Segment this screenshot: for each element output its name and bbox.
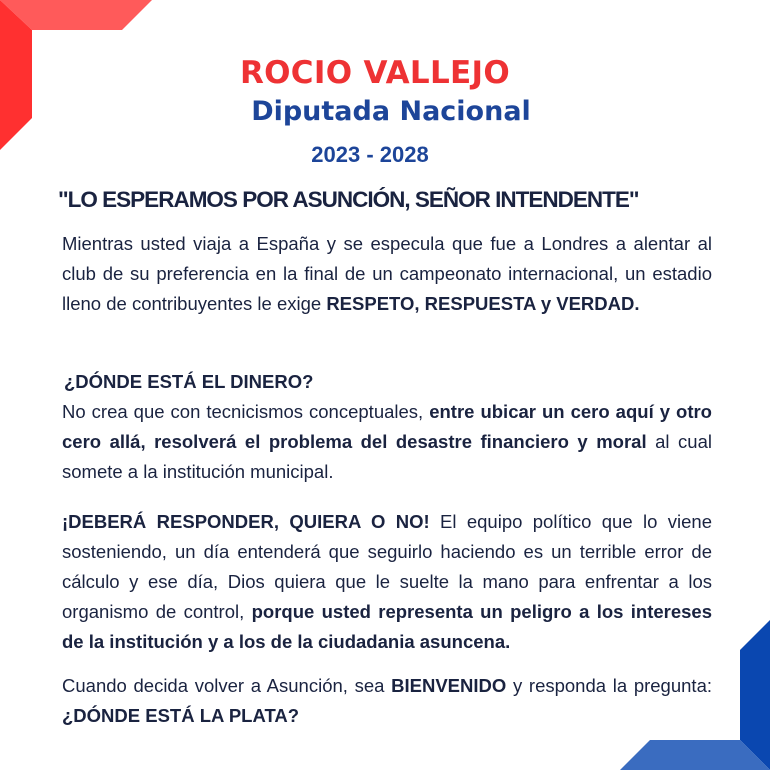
headline: "LO ESPERAMOS POR ASUNCIÓN, SEÑOR INTENDENTE" [58,187,639,212]
paragraph-1-text: Mientras usted viaja a España y se especula que fue a Londres a alentar al club de su preferencia en la final de un campeonato internacional, un estadio lleno de contribuyentes le exige [62,233,712,314]
term-years: 2023 - 2028 [311,142,429,167]
candidate-name: ROCIO VALLEJO [239,55,510,91]
paragraph-3-text: El equipo político que lo viene sosteniendo, un día entenderá que seguirlo haciendo es un terrible error de cálculo y ese día, Dios quiera que le suelte la mano para enfrentar a los organismo de control, [62,511,712,622]
paragraph-3 [62,507,712,657]
paragraph-4-text-1: Cuando decida volver a Asunción, sea [62,675,392,696]
paragraph-1 [62,229,712,319]
paragraph-3-bold-2: porque usted representa un peligro a los intereses de la institución y a los de la ciudadania asuncena. [62,601,712,652]
paragraph-2-bold: entre ubicar un cero aquí y otro cero allá, resolverá el problema del desastre financiero y moral [62,401,712,452]
paragraph-4-text-2: y responda la pregunta: [506,675,712,696]
paragraph-2 [62,397,712,487]
paragraph-1-bold: RESPETO, RESPUESTA y VERDAD. [326,293,640,314]
paragraph-4 [62,671,712,731]
paragraph-2-text-1: No crea que con tecnicismos conceptuales, [62,401,430,422]
candidate-role: Diputada Nacional [251,96,531,127]
paragraph-2-text-2: al cual somete a la institución municipal. [62,431,712,482]
paragraph-4-bold-1: BIENVENIDO [391,675,507,696]
paragraph-2-title: ¿DÓNDE ESTÁ EL DINERO? [64,371,314,392]
paragraph-3-bold-1: ¡DEBERÁ RESPONDER, QUIERA O NO! [62,511,430,532]
paragraph-4-bold-2: ¿DÓNDE ESTÁ LA PLATA? [62,705,300,726]
